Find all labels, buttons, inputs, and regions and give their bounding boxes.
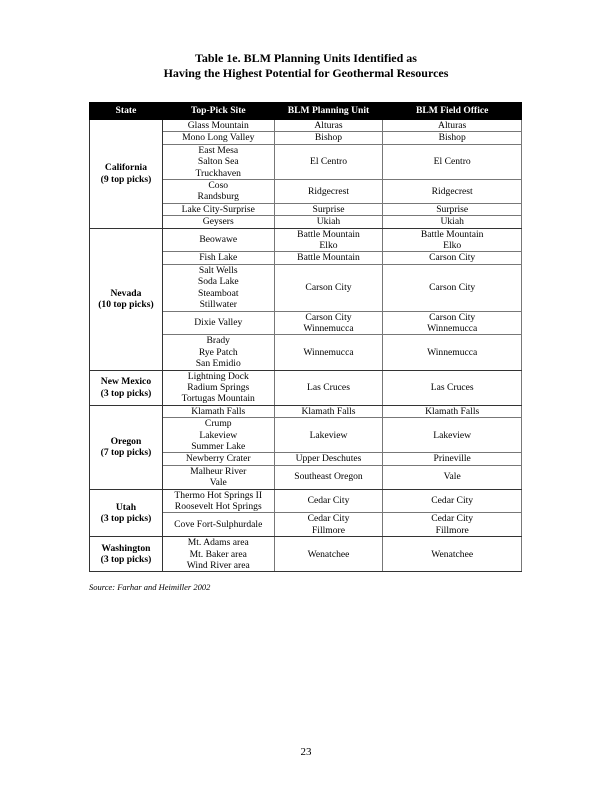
cell-line: Vale <box>209 477 227 489</box>
cell-line: Vale <box>443 471 461 483</box>
cell-line: Bishop <box>438 132 466 144</box>
cell-line: Upper Deschutes <box>295 453 362 465</box>
planning-unit-cell <box>274 252 383 264</box>
state-cell <box>90 228 163 370</box>
table-row <box>90 489 522 513</box>
cell-line: Alturas <box>314 120 343 131</box>
field-office-cell <box>383 370 522 405</box>
cell-line: Roosevelt Hot Springs <box>174 501 262 512</box>
cell-line: Las Cruces <box>307 381 350 393</box>
site-cell <box>162 465 274 489</box>
cell-line: Truckhaven <box>195 167 241 179</box>
cell-line: Salt Wells <box>198 264 238 276</box>
site-cell <box>162 252 274 264</box>
header-blm-planning-unit: BLM Planning Unit <box>274 103 383 120</box>
field-office-cell <box>383 144 522 179</box>
cell-line: Elko <box>443 240 462 252</box>
title-line-2: Having the Highest Potential for Geothermal Resources <box>163 66 449 80</box>
source-note: Source: Farhar and Heimiller 2002 <box>89 582 211 592</box>
site-cell <box>162 216 274 228</box>
cell-line: Coso <box>208 180 229 192</box>
planning-unit-cell <box>274 132 383 144</box>
table-row <box>90 405 522 417</box>
title-line-1: Table 1e. BLM Planning Units Identified as <box>195 51 417 65</box>
cell-line: Winnemucca <box>303 322 354 334</box>
cell-line: Fillmore <box>311 524 345 536</box>
planning-unit-cell <box>274 335 383 370</box>
field-office-cell <box>383 228 522 252</box>
cell-line: (9 top picks) <box>100 173 152 185</box>
planning-unit-cell <box>274 216 383 228</box>
cell-line: El Centro <box>433 156 471 168</box>
cell-line: New Mexico <box>100 376 152 388</box>
cell-line: Winnemucca <box>427 322 478 334</box>
cell-line: Radium Springs <box>187 381 250 393</box>
site-cell <box>162 228 274 252</box>
cell-line: California <box>104 162 147 174</box>
header-state: State <box>90 103 163 120</box>
planning-unit-cell <box>274 405 383 417</box>
cell-line: Wenatchee <box>431 548 474 560</box>
cell-line: Randsburg <box>197 191 239 203</box>
cell-line: Lakeview <box>199 429 238 441</box>
site-cell <box>162 132 274 144</box>
cell-line: Surprise <box>436 203 469 215</box>
field-office-cell <box>383 405 522 417</box>
planning-unit-cell <box>274 418 383 453</box>
cell-line: Cedar City <box>307 495 350 507</box>
planning-unit-cell <box>274 144 383 179</box>
cell-line: Beowawe <box>199 234 238 246</box>
planning-unit-cell <box>274 537 383 572</box>
planning-unit-cell <box>274 180 383 204</box>
planning-unit-cell <box>274 228 383 252</box>
planning-unit-cell <box>274 489 383 513</box>
cell-line: Geysers <box>202 216 234 228</box>
cell-line: Lakeview <box>433 429 472 441</box>
cell-line: Alturas <box>438 120 467 131</box>
cell-line: Cedar City <box>431 495 474 507</box>
state-cell <box>90 370 163 405</box>
table-row <box>90 228 522 252</box>
site-cell <box>162 418 274 453</box>
cell-line: Steamboat <box>198 287 239 299</box>
cell-line: Utah <box>115 501 137 513</box>
cell-line: Wenatchee <box>307 548 350 560</box>
field-office-cell <box>383 264 522 311</box>
site-cell <box>162 453 274 465</box>
cell-line: Ridgecrest <box>307 185 349 197</box>
site-cell <box>162 311 274 335</box>
field-office-cell <box>383 216 522 228</box>
site-cell <box>162 537 274 572</box>
table-body <box>90 120 522 572</box>
cell-line: Cedar City <box>307 513 350 525</box>
planning-unit-cell <box>274 264 383 311</box>
cell-line: Mt. Baker area <box>189 548 247 560</box>
cell-line: Battle Mountain <box>297 228 360 240</box>
cell-line: Klamath Falls <box>191 405 246 417</box>
field-office-cell <box>383 180 522 204</box>
field-office-cell <box>383 418 522 453</box>
cell-line: Carson City <box>305 311 352 323</box>
cell-line: Battle Mountain <box>297 252 360 264</box>
cell-line: Southeast Oregon <box>294 471 363 483</box>
cell-line: Glass Mountain <box>187 120 249 131</box>
cell-line: Wind River area <box>186 560 250 572</box>
cell-line: Dixie Valley <box>194 317 243 329</box>
cell-line: Elko <box>319 240 338 252</box>
cell-line: Lake City-Surprise <box>181 203 255 215</box>
planning-unit-cell <box>274 120 383 132</box>
cell-line: Battle Mountain <box>420 228 484 240</box>
cell-line: (7 top picks) <box>100 447 152 459</box>
page-number: 23 <box>300 746 312 758</box>
cell-line: Carson City <box>429 252 476 264</box>
cell-line: Carson City <box>429 311 476 323</box>
field-office-cell <box>383 203 522 215</box>
cell-line: Bishop <box>314 132 343 144</box>
state-cell <box>90 489 163 537</box>
cell-line: (3 top picks) <box>100 554 152 566</box>
cell-line: Malheur River <box>190 465 247 477</box>
planning-unit-cell <box>274 203 383 215</box>
table-row <box>90 370 522 405</box>
cell-line: Summer Lake <box>191 440 246 452</box>
planning-unit-cell <box>274 465 383 489</box>
cell-line: Rye Patch <box>198 346 238 358</box>
cell-line: Oregon <box>110 435 142 447</box>
cell-line: Carson City <box>305 281 352 293</box>
cell-line: Lightning Dock <box>187 370 249 382</box>
field-office-cell <box>383 453 522 465</box>
site-cell <box>162 180 274 204</box>
site-cell <box>162 264 274 311</box>
cell-line: Mono Long Valley <box>182 132 255 144</box>
cell-line: El Centro <box>309 156 347 168</box>
field-office-cell <box>383 311 522 335</box>
cell-line: Thermo Hot Springs II <box>174 489 263 501</box>
field-office-cell <box>383 489 522 513</box>
planning-unit-cell <box>274 370 383 405</box>
site-cell <box>162 335 274 370</box>
site-cell <box>162 513 274 537</box>
planning-unit-cell <box>274 311 383 335</box>
cell-line: Washington <box>101 542 151 554</box>
cell-line: (3 top picks) <box>100 387 152 399</box>
cell-line: Lakeview <box>309 429 348 441</box>
cell-line: Carson City <box>429 281 476 293</box>
cell-line: Brady <box>206 335 230 347</box>
field-office-cell <box>383 120 522 132</box>
cell-line: Ukiah <box>316 216 341 228</box>
cell-line: Fish Lake <box>199 252 238 264</box>
cell-line: Klamath Falls <box>425 405 480 417</box>
cell-line: Ukiah <box>440 216 464 228</box>
field-office-cell <box>383 132 522 144</box>
field-office-cell <box>383 513 522 537</box>
table-title <box>0 51 612 81</box>
cell-line: Las Cruces <box>430 381 474 393</box>
cell-line: Winnemucca <box>303 346 354 358</box>
cell-line: Prineville <box>433 453 471 465</box>
site-cell <box>162 370 274 405</box>
field-office-cell <box>383 537 522 572</box>
table-row <box>90 537 522 572</box>
field-office-cell <box>383 465 522 489</box>
site-cell <box>162 489 274 513</box>
cell-line: Klamath Falls <box>301 405 356 417</box>
site-cell <box>162 120 274 132</box>
cell-line: East Mesa <box>198 144 239 156</box>
planning-unit-cell <box>274 453 383 465</box>
header-top-pick-site: Top-Pick Site <box>162 103 274 120</box>
cell-line: Cedar City <box>431 513 474 525</box>
cell-line: Tortugas Mountain <box>181 393 255 405</box>
site-cell <box>162 405 274 417</box>
cell-line: (3 top picks) <box>100 512 152 524</box>
table-row <box>90 120 522 132</box>
cell-line: Surprise <box>312 203 345 215</box>
state-cell <box>90 405 163 489</box>
cell-line: Soda Lake <box>197 276 239 288</box>
site-cell <box>162 203 274 215</box>
field-office-cell <box>383 252 522 264</box>
cell-line: San Emidio <box>195 358 241 370</box>
cell-line: Ridgecrest <box>431 185 473 197</box>
header-blm-field-office: BLM Field Office <box>383 103 522 120</box>
cell-line: Stillwater <box>199 299 237 311</box>
field-office-cell <box>383 335 522 370</box>
cell-line: Winnemucca <box>427 346 478 358</box>
geothermal-planning-units-table <box>89 102 522 572</box>
cell-line: Mt. Adams area <box>187 537 249 549</box>
planning-unit-cell <box>274 513 383 537</box>
cell-line: Nevada <box>110 287 142 299</box>
cell-line: Newberry Crater <box>185 453 251 465</box>
site-cell <box>162 144 274 179</box>
state-cell <box>90 537 163 572</box>
state-cell <box>90 120 163 229</box>
cell-line: Fillmore <box>435 524 469 536</box>
cell-line: Cove Fort-Sulphurdale <box>174 519 263 531</box>
header-row <box>90 103 522 120</box>
cell-line: (10 top picks) <box>98 299 154 311</box>
cell-line: Crump <box>204 418 232 430</box>
cell-line: Salton Sea <box>197 156 239 168</box>
